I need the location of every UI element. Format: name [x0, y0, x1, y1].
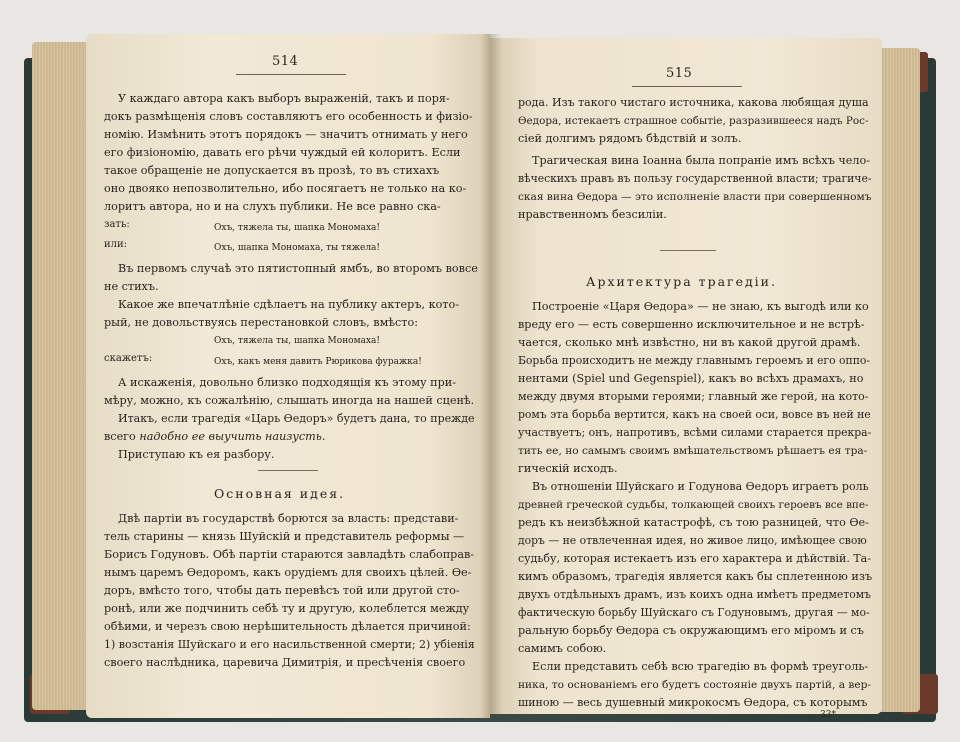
right-page	[490, 38, 882, 720]
text-line	[104, 428, 325, 446]
text-line: обѣими, и черезъ свою нерѣшительность дѣлается причиной:	[104, 620, 471, 633]
verse-line: Охъ, тяжела ты, шапка Мономаха!	[214, 336, 381, 346]
text-line: фактическую борьбу Шуйскаго съ Годуновымъ, другая — мо-	[518, 606, 870, 619]
text-line: Ѳедора, истекаетъ страшное событіе, разразившееся надъ Рос-	[518, 115, 869, 127]
text-fragment: всего	[104, 430, 140, 443]
verse-line: Охъ, какъ меня давитъ Рюрикова фуражка!	[214, 357, 422, 367]
book-gutter	[480, 34, 502, 718]
text-line: 1) возстанія Шуйскаго и его насильственной смерти; 2) убіенія	[104, 638, 475, 651]
text-line: Въ первомъ случаѣ это пятистопный ямбъ, во второмъ вовсе	[118, 262, 478, 275]
text-line: нымъ царемъ Ѳедоромъ, какъ орудіемъ для своихъ цѣлей. Ѳе-	[104, 566, 472, 579]
italic-text: надобно ее выучить наизусть.	[139, 430, 326, 443]
page-number: 514	[272, 54, 299, 69]
text-line: лоритъ автора, но и на слухъ публики. Не все равно ска-	[104, 200, 441, 213]
text-line: не стихъ.	[104, 280, 159, 293]
text-line: У каждаго автора какъ выборъ выраженій, такъ и поря-	[118, 92, 450, 105]
text-line: ская вина Ѳедора — это исполненіе власти при совершенномъ	[518, 191, 872, 203]
text-line: Итакъ, если трагедія «Царь Ѳедоръ» будетъ дана, то прежде	[118, 412, 475, 425]
text-line: номію. Измѣнить этотъ порядокъ — значитъ отнимать у него	[104, 128, 468, 141]
text-line: Трагическая вина Іоанна была попраніе имъ всѣхъ чело-	[532, 154, 871, 167]
text-line: сіей долгимъ рядомъ бѣдствій и золъ.	[518, 132, 742, 145]
text-line: древней греческой судьбы, толкающей своихъ героевъ все впе-	[518, 499, 869, 511]
label-skazhet: скажетъ:	[104, 353, 153, 364]
label-ili: или:	[104, 239, 128, 250]
text-line: Приступаю къ ея разбору.	[118, 448, 275, 461]
text-line: тель старины — князь Шуйскій и представитель реформы —	[104, 530, 465, 543]
section-rule	[660, 250, 716, 251]
section-rule	[258, 470, 318, 471]
text-line: ника, то основаніемъ его будетъ состояніе двухъ партій, а вер-	[518, 679, 871, 691]
page-number-rule	[236, 74, 346, 75]
signature-mark: 33*	[820, 710, 836, 720]
text-line: своего наслѣдника, царевича Димитрія, и пресѣченія своего	[104, 656, 466, 669]
section-heading: Архитектура трагедіи.	[586, 274, 777, 289]
text-line: доръ, вмѣсто того, чтобы дать перевѣсъ той или другой сто-	[104, 584, 460, 597]
left-page	[86, 34, 490, 718]
text-line: ронѣ, или же подчинить себѣ ту и другую, колеблется между	[104, 602, 470, 615]
text-line: Борьба происходитъ не между главнымъ героемъ и его оппо-	[518, 354, 871, 367]
text-line: самимъ собою.	[518, 642, 607, 655]
text-line: Въ отношеніи Шуйскаго и Годунова Ѳедоръ играетъ роль	[532, 480, 869, 493]
text-line: зать:	[104, 219, 130, 230]
text-line: рый, не довольствуясь перестановкой словъ, вмѣсто:	[104, 316, 418, 329]
text-line: Если представить себѣ всю трагедію въ формѣ треуголь-	[532, 660, 869, 673]
text-line: нравственномъ безсиліи.	[518, 208, 667, 221]
text-line: участвуетъ; онъ, напротивъ, всѣми силами старается прекра-	[518, 426, 872, 439]
text-line: двухъ отдѣльныхъ драмъ, изъ коихъ одна имѣетъ предметомъ	[518, 588, 872, 601]
text-line: оно двояко непозволительно, ибо посягаетъ не только на ко-	[104, 182, 467, 195]
text-line: Двѣ партіи въ государствѣ борются за власть: представи-	[118, 512, 459, 525]
text-line: Какое же впечатлѣніе сдѣлаетъ на публику актеръ, кото-	[118, 298, 460, 311]
section-heading: Основная идея.	[214, 486, 346, 501]
text-line: шиною — весь душевный микрокосмъ Ѳедора, съ которымъ	[518, 696, 868, 709]
text-line: чается, сколько мнѣ извѣстно, ни въ какой другой драмѣ.	[518, 336, 861, 349]
text-line: кимъ образомъ, трагедія является какъ бы сплетенною изъ	[518, 570, 873, 583]
text-line: нентами (Spiel und Gegenspiel), какъ во всѣхъ драмахъ, но	[518, 372, 864, 385]
text-line: мѣру, можно, къ сожалѣнію, слышать иногда на нашей сценѣ.	[104, 394, 475, 407]
text-line: гическій исходъ.	[518, 462, 618, 475]
text-line: ральную борьбу Ѳедора съ окружающимъ его міромъ и съ	[518, 624, 864, 637]
page-number: 515	[666, 66, 693, 81]
text-line: доръ — не отвлеченная идея, но живое лицо, имѣющее свою	[518, 534, 867, 547]
text-line: между двумя вторыми героями; главный же герой, на кото-	[518, 390, 869, 403]
text-line: рода. Изъ такого чистаго источника, какова любящая душа	[518, 96, 869, 109]
text-line: Построеніе «Царя Ѳедора» — не знаю, къ выгодѣ или ко	[532, 300, 869, 313]
text-line: его физіономію, давать его рѣчи чуждый ей колоритъ. Если	[104, 146, 461, 159]
text-line: такое обращеніе не допускается въ прозѣ, то въ стихахъ	[104, 164, 440, 177]
text-line: вреду его — есть совершенно исключительное и не встрѣ-	[518, 318, 865, 331]
text-line: вѣческихъ правъ въ пользу государственной власти; трагиче-	[518, 172, 872, 185]
text-line: Борисъ Годуновъ. Обѣ партіи стараются завладѣть слабоправ-	[104, 548, 475, 561]
text-line: судьбу, которая истекаетъ изъ его характера и дѣйствій. Та-	[518, 552, 871, 565]
open-book	[14, 34, 946, 724]
text-line: редъ къ неизбѣжной катастрофѣ, съ тою разницей, что Ѳе-	[518, 516, 869, 529]
text-line: ромъ эта борьба вертится, какъ на своей оси, вовсе въ ней не	[518, 408, 871, 421]
page-number-rule	[632, 86, 742, 87]
text-line: А искаженія, довольно близко подходящія къ этому при-	[118, 376, 457, 389]
text-line: тить ее, но самымъ своимъ вмѣшательствомъ рѣшаетъ ея тра-	[518, 445, 868, 457]
text-line: докъ размѣщенія словъ составляютъ его особенность и физіо-	[104, 110, 473, 123]
verse-line: Охъ, шапка Мономаха, ты тяжела!	[214, 243, 381, 253]
verse-line: Охъ, тяжела ты, шапка Мономаха!	[214, 223, 381, 233]
